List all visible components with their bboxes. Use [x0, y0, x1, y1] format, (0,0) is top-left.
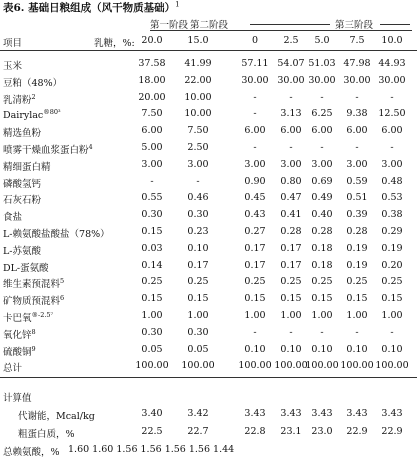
row-3-value-7: -: [390, 92, 394, 103]
phase3-rule-left: [250, 24, 330, 25]
row-8-value-1: -: [150, 176, 154, 187]
row-6-value-7: -: [390, 142, 394, 153]
row-19-value-7: 100.00: [375, 360, 409, 371]
row-15-value-3: 0.15: [244, 293, 266, 304]
row-18-value-5: 0.10: [311, 344, 333, 355]
row-18-value-4: 0.10: [280, 344, 302, 355]
row-12-value-5: 0.18: [311, 243, 333, 254]
row-9-value-7: 0.53: [381, 192, 403, 203]
row-12-value-3: 0.17: [244, 243, 266, 254]
row-18-value-3: 0.10: [244, 344, 266, 355]
row-16-value-2: 1.00: [187, 310, 209, 321]
row-15-value-4: 0.15: [280, 293, 302, 304]
row-label: 精细蛋白精: [3, 162, 51, 173]
row-label: 氧化锌$^8$: [3, 327, 36, 341]
row-17-value-4: -: [289, 327, 293, 338]
row-7-value-4: 3.00: [280, 159, 302, 170]
item-header: 项目: [3, 38, 23, 49]
row-13-value-7: 0.20: [381, 260, 403, 271]
row-label: 石灰石粉: [3, 195, 42, 206]
row-17-value-5: -: [320, 327, 324, 338]
cp-value-3: 22.8: [244, 426, 266, 437]
header-rule: [0, 50, 417, 51]
row-16-value-1: 1.00: [141, 310, 163, 321]
row-10-value-1: 0.30: [141, 209, 163, 220]
row-label: 卡巴氧$^{®-2.5^7}$: [3, 310, 54, 324]
row-13-value-3: 0.17: [244, 260, 266, 271]
row-11-value-7: 0.29: [381, 226, 403, 237]
table-title: 表6. 基础日粮组成（风干物质基础）$^1$: [3, 0, 180, 14]
row-13-value-6: 0.19: [346, 260, 368, 271]
row-label: 乳清粉$^2$: [3, 92, 36, 106]
phase2-header: 第二阶段: [190, 20, 229, 31]
row-7-value-5: 3.00: [311, 159, 333, 170]
total-rule: [0, 377, 417, 378]
row-8-value-7: 0.48: [381, 176, 403, 187]
row-15-value-1: 0.15: [141, 293, 163, 304]
row-8-value-3: 0.90: [244, 176, 266, 187]
cp-value-1: 22.5: [141, 426, 163, 437]
row-4-value-6: 9.38: [346, 108, 368, 119]
row-3-value-4: -: [289, 92, 293, 103]
row-14-value-6: 0.25: [346, 276, 368, 287]
row-16-value-4: 1.00: [280, 310, 302, 321]
cp-value-4: 23.1: [280, 426, 302, 437]
row-5-value-4: 6.00: [280, 125, 302, 136]
row-4-value-2: 10.00: [184, 108, 212, 119]
lactose-label: 乳糖，%:: [94, 38, 135, 49]
row-9-value-5: 0.49: [311, 192, 333, 203]
row-5-value-6: 6.00: [346, 125, 368, 136]
row-2-value-2: 22.00: [184, 75, 212, 86]
row-label: 矿物质预混料$^6$: [3, 293, 65, 307]
row-1-value-6: 47.98: [343, 58, 371, 69]
calc-heading: 计算值: [3, 393, 32, 404]
row-label: 豆粕（48%）: [3, 78, 63, 89]
row-label: 精选鱼粉: [3, 128, 42, 139]
row-6-value-2: 2.50: [187, 142, 209, 153]
row-2-value-3: 30.00: [241, 75, 269, 86]
cp-label: 粗蛋白质，%: [18, 429, 75, 440]
me-value-7: 3.43: [381, 408, 403, 419]
me-label: 代谢能，Mcal/kg: [18, 411, 95, 422]
row-17-value-1: 0.30: [141, 327, 163, 338]
row-label: L-赖氨酸盐酸盐（78%）: [3, 229, 110, 240]
row-18-value-1: 0.05: [141, 344, 163, 355]
row-7-value-1: 3.00: [141, 159, 163, 170]
row-label: 玉米: [3, 61, 23, 72]
row-2-value-6: 30.00: [343, 75, 371, 86]
row-15-value-6: 0.15: [346, 293, 368, 304]
row-10-value-7: 0.38: [381, 209, 403, 220]
row-2-value-4: 30.00: [277, 75, 305, 86]
row-12-value-7: 0.19: [381, 243, 403, 254]
row-4-value-7: 12.50: [378, 108, 406, 119]
row-5-value-3: 6.00: [244, 125, 266, 136]
me-value-5: 3.43: [311, 408, 333, 419]
row-6-value-6: -: [355, 142, 359, 153]
row-7-value-6: 3.00: [346, 159, 368, 170]
row-13-value-2: 0.17: [187, 260, 209, 271]
row-4-value-5: 6.25: [311, 108, 333, 119]
row-label: 磷酸氢钙: [3, 179, 42, 190]
me-value-4: 3.43: [280, 408, 302, 419]
row-9-value-1: 0.55: [141, 192, 163, 203]
row-5-value-1: 6.00: [141, 125, 163, 136]
row-label: DL-蛋氨酸: [3, 263, 49, 274]
row-16-value-7: 1.00: [381, 310, 403, 321]
row-5-value-2: 7.50: [187, 125, 209, 136]
phase3-rule-right: [380, 24, 410, 25]
row-1-value-7: 44.93: [378, 58, 406, 69]
row-7-value-2: 3.00: [187, 159, 209, 170]
row-11-value-3: 0.27: [244, 226, 266, 237]
row-4-value-3: -: [253, 108, 257, 119]
row-10-value-2: 0.30: [187, 209, 209, 220]
row-19-value-1: 100.00: [135, 360, 169, 371]
row-3-value-1: 20.00: [138, 92, 166, 103]
row-18-value-6: 0.10: [346, 344, 368, 355]
row-9-value-4: 0.47: [280, 192, 302, 203]
row-2-value-7: 30.00: [378, 75, 406, 86]
row-14-value-7: 0.25: [381, 276, 403, 287]
row-18-value-7: 0.10: [381, 344, 403, 355]
row-5-value-7: 6.00: [381, 125, 403, 136]
me-value-6: 3.43: [346, 408, 368, 419]
lactose-value-5: 5.0: [314, 35, 330, 46]
row-2-value-1: 18.00: [138, 75, 166, 86]
row-11-value-4: 0.28: [280, 226, 302, 237]
lactose-value-4: 2.5: [283, 35, 299, 46]
row-1-value-5: 51.03: [308, 58, 336, 69]
me-value-2: 3.42: [187, 408, 209, 419]
row-12-value-6: 0.19: [346, 243, 368, 254]
row-12-value-1: 0.03: [141, 243, 163, 254]
row-11-value-2: 0.23: [187, 226, 209, 237]
row-11-value-1: 0.15: [141, 226, 163, 237]
row-13-value-4: 0.17: [280, 260, 302, 271]
row-6-value-1: 5.00: [141, 142, 163, 153]
cp-value-6: 22.9: [346, 426, 368, 437]
row-14-value-1: 0.25: [141, 276, 163, 287]
row-2-value-5: 30.00: [308, 75, 336, 86]
row-label: 硫酸铜$^9$: [3, 344, 36, 358]
row-17-value-6: -: [355, 327, 359, 338]
row-label: Dairylac$^{®80^3}$: [3, 108, 61, 122]
row-10-value-4: 0.41: [280, 209, 302, 220]
cp-value-7: 22.9: [381, 426, 403, 437]
lactose-value-1: 20.0: [141, 35, 163, 46]
row-1-value-1: 37.58: [138, 58, 166, 69]
row-14-value-3: 0.25: [244, 276, 266, 287]
lactose-value-7: 10.0: [381, 35, 403, 46]
row-4-value-4: 3.13: [280, 108, 302, 119]
row-19-value-4: 100.00: [274, 360, 308, 371]
row-label: 喷雾干燥血浆蛋白粉$^4$: [3, 142, 93, 156]
row-label: 维生素预混料$^5$: [3, 276, 65, 290]
row-10-value-5: 0.40: [311, 209, 333, 220]
row-12-value-4: 0.17: [280, 243, 302, 254]
row-3-value-3: -: [253, 92, 257, 103]
row-1-value-2: 41.99: [184, 58, 212, 69]
row-9-value-2: 0.46: [187, 192, 209, 203]
row-17-value-3: -: [253, 327, 257, 338]
row-8-value-4: 0.80: [280, 176, 302, 187]
row-15-value-5: 0.15: [311, 293, 333, 304]
lys-label: 总赖氨酸，%: [3, 447, 60, 458]
row-1-value-3: 57.11: [241, 58, 269, 69]
row-3-value-2: 10.00: [184, 92, 212, 103]
row-19-value-5: 100.00: [305, 360, 339, 371]
cp-value-2: 22.7: [187, 426, 209, 437]
row-label: L-苏氨酸: [3, 246, 42, 257]
row-6-value-5: -: [320, 142, 324, 153]
row-5-value-5: 6.00: [311, 125, 333, 136]
row-16-value-5: 1.00: [311, 310, 333, 321]
row-6-value-3: -: [253, 142, 257, 153]
phase-rule: [150, 30, 412, 31]
cp-value-5: 23.0: [311, 426, 333, 437]
phase1-header: 第一阶段: [150, 20, 189, 31]
row-19-value-2: 100.00: [181, 360, 215, 371]
row-label: 总计: [3, 363, 23, 374]
row-3-value-5: -: [320, 92, 324, 103]
phase3-header: 第三阶段: [335, 20, 374, 31]
row-8-value-6: 0.59: [346, 176, 368, 187]
row-17-value-2: 0.30: [187, 327, 209, 338]
row-8-value-5: 0.69: [311, 176, 333, 187]
row-11-value-6: 0.28: [346, 226, 368, 237]
row-12-value-2: 0.10: [187, 243, 209, 254]
lactose-value-2: 15.0: [187, 35, 209, 46]
lactose-value-6: 7.5: [349, 35, 365, 46]
row-17-value-7: -: [390, 327, 394, 338]
row-18-value-2: 0.05: [187, 344, 209, 355]
row-7-value-7: 3.00: [381, 159, 403, 170]
row-16-value-3: 1.00: [244, 310, 266, 321]
row-15-value-2: 0.15: [187, 293, 209, 304]
me-value-3: 3.43: [244, 408, 266, 419]
row-13-value-5: 0.18: [311, 260, 333, 271]
row-7-value-3: 3.00: [244, 159, 266, 170]
row-13-value-1: 0.14: [141, 260, 163, 271]
row-19-value-6: 100.00: [340, 360, 374, 371]
row-10-value-6: 0.39: [346, 209, 368, 220]
row-14-value-5: 0.25: [311, 276, 333, 287]
lactose-value-3: 0: [251, 35, 259, 46]
row-10-value-3: 0.43: [244, 209, 266, 220]
row-9-value-3: 0.45: [244, 192, 266, 203]
row-9-value-6: 0.51: [346, 192, 368, 203]
row-14-value-2: 0.25: [187, 276, 209, 287]
row-label: 食盐: [3, 212, 23, 223]
row-4-value-1: 7.50: [141, 108, 163, 119]
row-16-value-6: 1.00: [346, 310, 368, 321]
row-8-value-2: -: [196, 176, 200, 187]
row-14-value-4: 0.25: [280, 276, 302, 287]
row-19-value-3: 100.00: [238, 360, 272, 371]
row-3-value-6: -: [355, 92, 359, 103]
row-15-value-7: 0.15: [381, 293, 403, 304]
me-value-1: 3.40: [141, 408, 163, 419]
row-11-value-5: 0.28: [311, 226, 333, 237]
lys-values: 1.60 1.60 1.56 1.56 1.56 1.56 1.44: [68, 444, 235, 455]
row-1-value-4: 54.07: [277, 58, 305, 69]
row-6-value-4: -: [289, 142, 293, 153]
